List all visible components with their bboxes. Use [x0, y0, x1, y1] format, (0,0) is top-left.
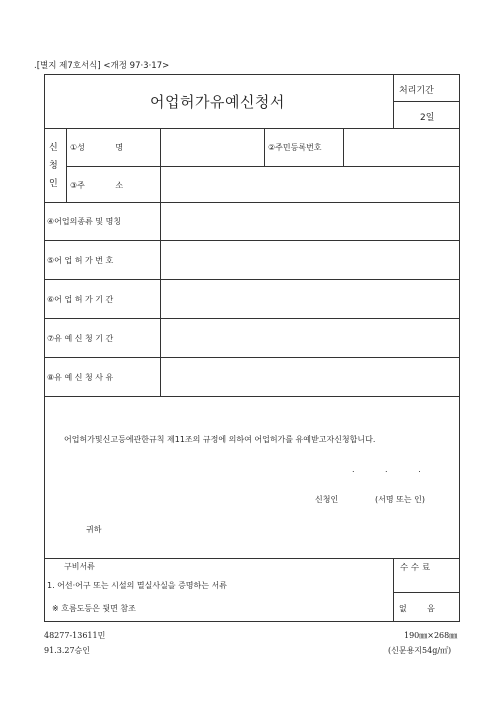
rule-title-divider — [393, 74, 394, 129]
deferral-period-field[interactable] — [161, 319, 459, 357]
fishery-type-field[interactable] — [161, 203, 459, 240]
fee-value: 없 음 — [399, 604, 435, 613]
signature-note: (서명 또는 인) — [375, 495, 425, 504]
license-number-field[interactable] — [161, 241, 459, 279]
rrn-field[interactable] — [344, 129, 459, 166]
flowchart-note: ※ 흐름도등은 뒷면 참조 — [52, 604, 136, 613]
footer-size: 190㎜×268㎜ — [404, 631, 458, 640]
footer-paper: (신문용지54g/㎡) — [388, 646, 452, 655]
required-docs-heading: 구비서류 — [64, 562, 95, 571]
processing-period-value: 2일 — [420, 113, 435, 123]
date-line[interactable]: . . . — [352, 465, 421, 474]
deferral-reason-label: ⑧유 예 신 청 사 유 — [47, 373, 114, 382]
applicant-signature-label: 신청인 — [315, 495, 339, 504]
rule-rrn-left — [264, 128, 265, 167]
form-reference: .[별지 제7호서식] <개정 97·3·17> — [34, 61, 170, 71]
rule-row8 — [44, 396, 460, 397]
name-label: ①성 명 — [70, 143, 124, 152]
license-period-label: ⑥어 업 허 가 기 간 — [47, 295, 114, 304]
deferral-period-label: ⑦유 예 신 청 기 간 — [47, 334, 114, 343]
addressee-label: 귀하 — [86, 525, 102, 534]
deferral-reason-field[interactable] — [161, 358, 459, 396]
address-label: ③주 소 — [70, 181, 124, 190]
rule-statement-bottom — [44, 558, 460, 559]
applicant-label-3: 인 — [49, 179, 58, 189]
rrn-label: ②주민등록번호 — [268, 143, 322, 152]
applicant-label-2: 청 — [49, 161, 58, 171]
fishery-type-label: ④어업의종류 및 명칭 — [47, 217, 122, 226]
license-number-label: ⑤어 업 허 가 번 호 — [47, 256, 114, 265]
form-title: 어업허가유예신청서 — [150, 93, 285, 111]
rule-fee-divider — [393, 558, 394, 622]
rule-applicant-col — [66, 128, 67, 203]
applicant-label-1: 신 — [49, 143, 58, 153]
rule-processing — [393, 101, 460, 102]
address-field[interactable] — [161, 167, 459, 202]
fee-label: 수 수 료 — [400, 563, 431, 573]
rule-fee — [393, 592, 460, 593]
license-period-field[interactable] — [161, 280, 459, 318]
footer-approval: 91.3.27승인 — [44, 646, 90, 655]
application-statement: 어업허가및신고등에관한규칙 제11조의 규정에 의하여 어업허가를 유예받고자신청합니다. — [64, 435, 376, 444]
footer-code: 48277-13611민 — [44, 631, 106, 640]
processing-period-label: 처리기간 — [399, 86, 434, 96]
name-field[interactable] — [161, 129, 264, 166]
required-doc-item: 1. 어선·어구 또는 시설의 멸실사실을 증명하는 서류 — [47, 581, 227, 590]
